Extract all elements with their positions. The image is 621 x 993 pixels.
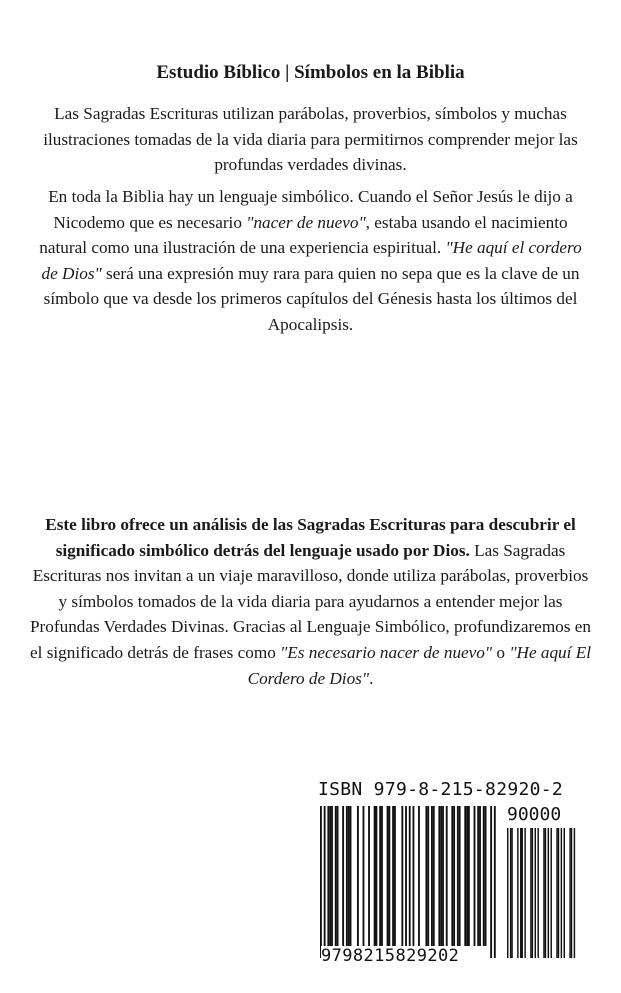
barcode-bar	[342, 806, 344, 946]
description-lead-bold: Este libro ofrece un análisis de las Sagradas Escrituras para descubrir el significado simbólico detrás del lenguaje usado por Dios.	[45, 515, 576, 560]
barcode-bar	[381, 806, 383, 946]
paragraph-text: o	[492, 642, 510, 662]
barcode-bar	[468, 806, 470, 946]
barcode-bar	[348, 806, 350, 946]
barcode-bar	[494, 806, 496, 958]
barcode-bar	[346, 806, 348, 946]
barcode-bar	[453, 806, 455, 946]
barcode-bar	[394, 806, 396, 946]
addon-bar	[558, 828, 559, 958]
barcode-bar	[490, 806, 492, 958]
barcode-bar	[363, 806, 365, 946]
barcode-bar	[388, 806, 390, 946]
addon-bar	[507, 828, 508, 958]
barcode-bar	[324, 806, 326, 958]
ean-digits: 9798215829202	[321, 946, 460, 966]
paragraph-text: , estaba usando el nacimiento natural como una ilustración de una experiencia espiritual.	[39, 212, 568, 258]
paragraph-text: .	[369, 668, 374, 688]
addon-bar	[543, 828, 544, 958]
book-description-paragraph	[30, 512, 591, 691]
addon-bar	[520, 828, 521, 958]
intro-paragraph: Las Sagradas Escrituras utilizan parábolas, proverbios, símbolos y muchas ilustraciones tomadas de la vida diaria para permitirnos comprender mejor las profundas verdades divinas.	[43, 104, 578, 175]
addon-bar	[532, 828, 533, 958]
barcode-bar	[479, 806, 481, 946]
barcode-bar	[376, 806, 378, 946]
barcode-bar	[335, 806, 337, 946]
barcode-bar	[474, 806, 476, 946]
isbn-label: ISBN 979-8-215-82920-2	[318, 779, 564, 800]
barcode-bar	[337, 806, 339, 946]
addon-bar	[545, 828, 546, 958]
barcode-bar	[442, 806, 444, 946]
paragraph-text: será una expresión muy rara para quien no sepa que es la clave de un símbolo que va desde los primeros capítulos del Génesis hasta los últimos del Apocalipsis.	[43, 263, 580, 334]
barcode-bar	[409, 806, 411, 958]
barcode-bar	[357, 806, 359, 946]
addon-bar	[522, 828, 523, 958]
barcode-bar	[368, 806, 370, 946]
addon-bar	[574, 828, 575, 958]
price-code: 90000	[507, 804, 562, 825]
addon-bar	[569, 828, 570, 958]
barcode-bar	[350, 806, 352, 946]
page-title: Estudio Bíblico | Símbolos en la Biblia	[156, 62, 465, 83]
barcode-bar	[485, 806, 487, 946]
barcode-bar	[440, 806, 442, 946]
quote-nacer-de-nuevo: "nacer de nuevo"	[246, 212, 366, 232]
quote-he-aqui-el-cordero: "He aquí El Cordero de Dios"	[247, 642, 591, 688]
barcode-bar	[387, 806, 389, 946]
addon-bar	[535, 828, 536, 958]
barcode-bar	[329, 806, 331, 946]
addon-bar	[556, 828, 557, 958]
barcode-bar	[446, 806, 448, 946]
barcode-bar	[483, 806, 485, 946]
barcode-bar	[466, 806, 468, 946]
barcode-bar	[464, 806, 466, 946]
barcode-graphic	[318, 806, 580, 968]
barcode-bar	[431, 806, 433, 946]
quote-es-necesario-nacer: "Es necesario nacer de nuevo"	[280, 642, 493, 662]
barcode-bar	[459, 806, 461, 946]
barcode-bar	[401, 806, 403, 946]
barcode-bar	[374, 806, 376, 946]
addon-bar	[537, 828, 538, 958]
barcode-bar	[405, 806, 407, 958]
quote-cordero-de-dios: "He aquí el cordero de Dios"	[41, 238, 582, 283]
addon-bar	[564, 828, 565, 958]
barcode-bar	[418, 806, 420, 946]
addon-bar	[530, 828, 531, 958]
barcode-bar	[320, 806, 322, 958]
barcode-bar	[425, 806, 427, 946]
barcode-bar	[379, 806, 381, 946]
addon-bar	[551, 828, 552, 958]
isbn-barcode	[318, 806, 580, 968]
paragraph-text: Las Sagradas Escrituras nos invitan a un viaje maravilloso, donde utiliza parábolas, proverbios y símbolos tomados de la vida diaria para ayudarnos a entender mejor las Profundas Verdades Divinas. Gracias al Lenguaje Simbólico, profundizaremos en el significado detrás de frases como	[30, 540, 591, 662]
barcode-bar	[413, 806, 415, 946]
addon-bar	[517, 828, 518, 958]
addon-bar	[510, 828, 511, 958]
paragraph-text: En toda la Biblia hay un lenguaje simbólico. Cuando el Señor Jesús le dijo a Nicodemo que es necesario	[48, 187, 573, 232]
addon-bar	[511, 828, 512, 958]
addon-bar	[548, 828, 549, 958]
barcode-bar	[427, 806, 429, 946]
barcode-bar	[457, 806, 459, 946]
barcode-bar	[433, 806, 435, 946]
symbolic-language-paragraph	[30, 184, 591, 338]
addon-bar	[561, 828, 562, 958]
barcode-bar	[392, 806, 394, 946]
barcode-bar	[477, 806, 479, 946]
addon-bar	[571, 828, 572, 958]
barcode-bar	[327, 806, 329, 946]
barcode-bar	[331, 806, 333, 946]
barcode-bar	[451, 806, 453, 946]
addon-bar	[524, 828, 525, 958]
barcode-bar	[438, 806, 440, 946]
